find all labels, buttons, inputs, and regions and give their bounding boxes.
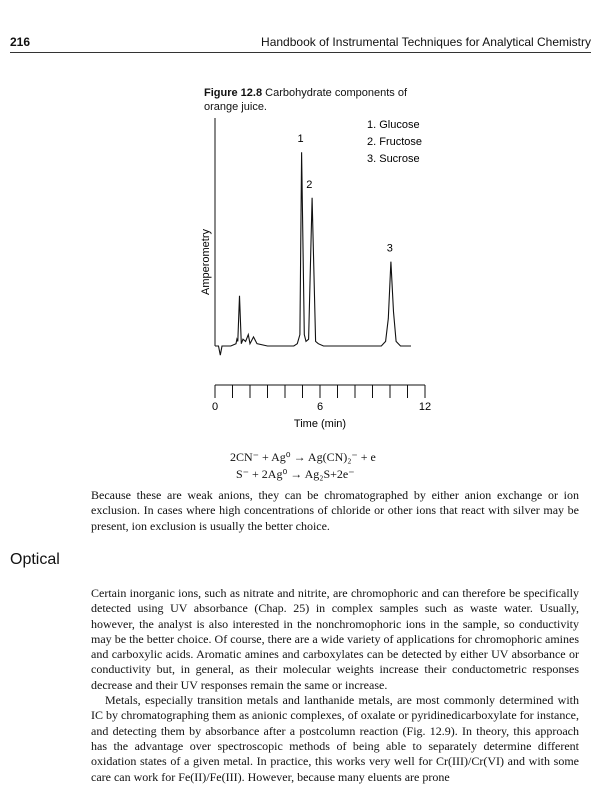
legend-entry: 1. Glucose [367,119,420,131]
section-heading: Optical [10,551,60,568]
chromatogram-trace [215,152,411,355]
legend-entry: 3. Sucrose [367,153,420,165]
figure-label: Figure 12.8 [204,87,263,99]
paragraph-2 [91,586,579,785]
figure-caption-text: Carbohydrate components of orange juice. [204,87,408,113]
x-tick-label: 0 [211,401,219,413]
x-axis-label: Time (min) [293,418,347,430]
y-axis-label: Amperometry [200,228,212,296]
peak-labels [297,133,392,254]
x-axis-ticks [212,385,431,413]
running-title: Handbook of Instrumental Techniques for Analytical Chemistry [261,35,591,49]
paragraph-3-text: Metals, especially transition metals and lanthanide metals, are most commonly determined with IC by chromatographing them as anionic complexes, of oxalate or pyridinedicarboxylate for instance, and detecting them by absorbance after a postcolumn reaction (Fig. 12.9). In theory, this approach has the advantage over spectroscopic methods of being able to separately determine different oxidation states of a given metal. In practice, this works very well for Cr(III)/Cr(VI) and with some care can work for Fe(II)/Fe(III). However, because many eluents are prone [91,693,579,784]
equation-1: 2CN⁻ + Ag⁰ → Ag(CN)₂⁻ + e [230,450,376,464]
x-tick-label: 12 [418,401,432,413]
equation-2: S⁻ + 2Ag⁰ → Ag₂S+2e⁻ [236,467,355,481]
paragraph-2-text: Certain inorganic ions, such as nitrate and nitrite, are chromophoric and can therefore be specifically detected using UV absorbance (Chap. 25) in complex samples such as waste water. Usually, however, the analyst is also interested in the nonchromophoric ions in the sample, so conductivity may be the better choice. Of course, there are a wide variety of applications for chromophoric amines and carboxylic acids. Aromatic amines and carboxylates can be detected by either UV absorbance or conductivity but, in general, as their molecular weights increase their conductometric responses decrease and their UV responses remain the same or increase. [91,586,579,692]
paragraph-1-text: Because these are weak anions, they can be chromatographed by either anion exchange or ion exclusion. In cases where high concentrations of chloride or other ions that react with silver may be present, ion exclusion is usually the better choice. [91,488,579,533]
x-tick-label: 6 [316,401,324,413]
peak-label: 1 [297,133,304,146]
peak-label: 3 [386,242,393,255]
chart-legend [367,119,422,165]
paragraph-1 [91,488,579,534]
page-number: 216 [10,35,31,49]
legend-entry: 2. Fructose [367,136,423,148]
peak-label: 2 [306,178,313,191]
